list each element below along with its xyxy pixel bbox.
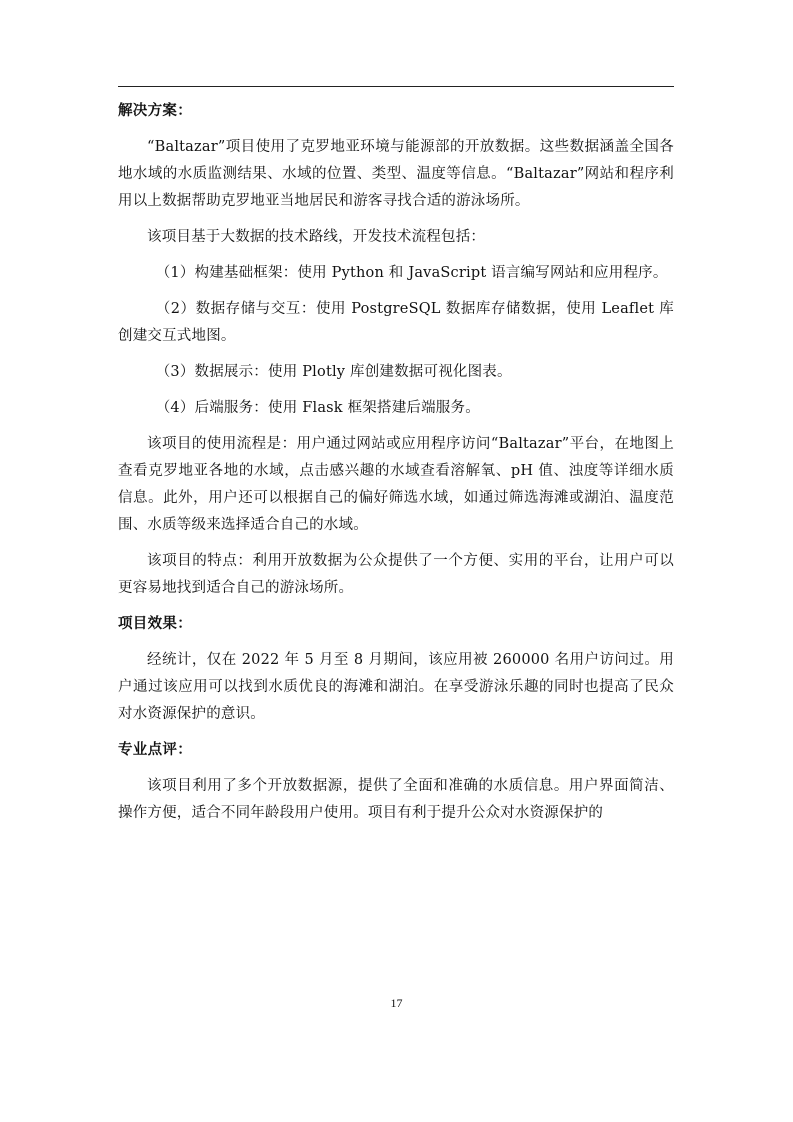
header-rule	[118, 86, 674, 87]
process-step: （3）数据展示：使用 Plotly 库创建数据可视化图表。	[155, 364, 512, 380]
paragraph: 该项目的使用流程是：用户通过网站或应用程序访问“Baltazar”平台，在地图上查看克罗地亚各地的水域，点击感兴趣的水域查看溶解氧、pH 值、浊度等详细水质信息。此外，用户还可以根据自己的偏好筛选水域，如通过筛选海滩或湖泊、温度范围、水质等级来选择适合自己的水域。	[118, 436, 674, 533]
process-step: （1）构建基础框架：使用 Python 和 JavaScript 语言编写网站和应用程序。	[155, 265, 668, 281]
page-content	[118, 98, 674, 836]
process-step: （2）数据存储与交互：使用 PostgreSQL 数据库存储数据，使用 Leaflet 库创建交互式地图。	[118, 301, 674, 344]
section-heading-effect: 项目效果：	[118, 616, 192, 632]
paragraph: “Baltazar”项目使用了克罗地亚环境与能源部的开放数据。这些数据涵盖全国各地水域的水质监测结果、水域的位置、类型、温度等信息。“Baltazar”网站和程序利用以上数据帮助克罗地亚当地居民和游客寻找合适的游泳场所。	[118, 139, 674, 209]
section-heading-solution: 解决方案：	[118, 103, 192, 119]
paragraph: 经统计，仅在 2022 年 5 月至 8 月期间，该应用被 260000 名用户访问过。用户通过该应用可以找到水质优良的海滩和湖泊。在享受游泳乐趣的同时也提高了民众对水资源保护的意识。	[118, 652, 674, 722]
paragraph: 该项目利用了多个开放数据源，提供了全面和准确的水质信息。用户界面简洁、操作方便，适合不同年龄段用户使用。项目有利于提升公众对水资源保护的	[118, 778, 674, 821]
paragraph: 该项目基于大数据的技术路线，开发技术流程包括：	[147, 229, 486, 245]
section-heading-review: 专业点评：	[118, 742, 192, 758]
page-number: 17	[390, 996, 403, 1010]
process-step: （4）后端服务：使用 Flask 框架搭建后端服务。	[155, 400, 480, 416]
paragraph: 该项目的特点：利用开放数据为公众提供了一个方便、实用的平台，让用户可以更容易地找到适合自己的游泳场所。	[118, 553, 674, 596]
